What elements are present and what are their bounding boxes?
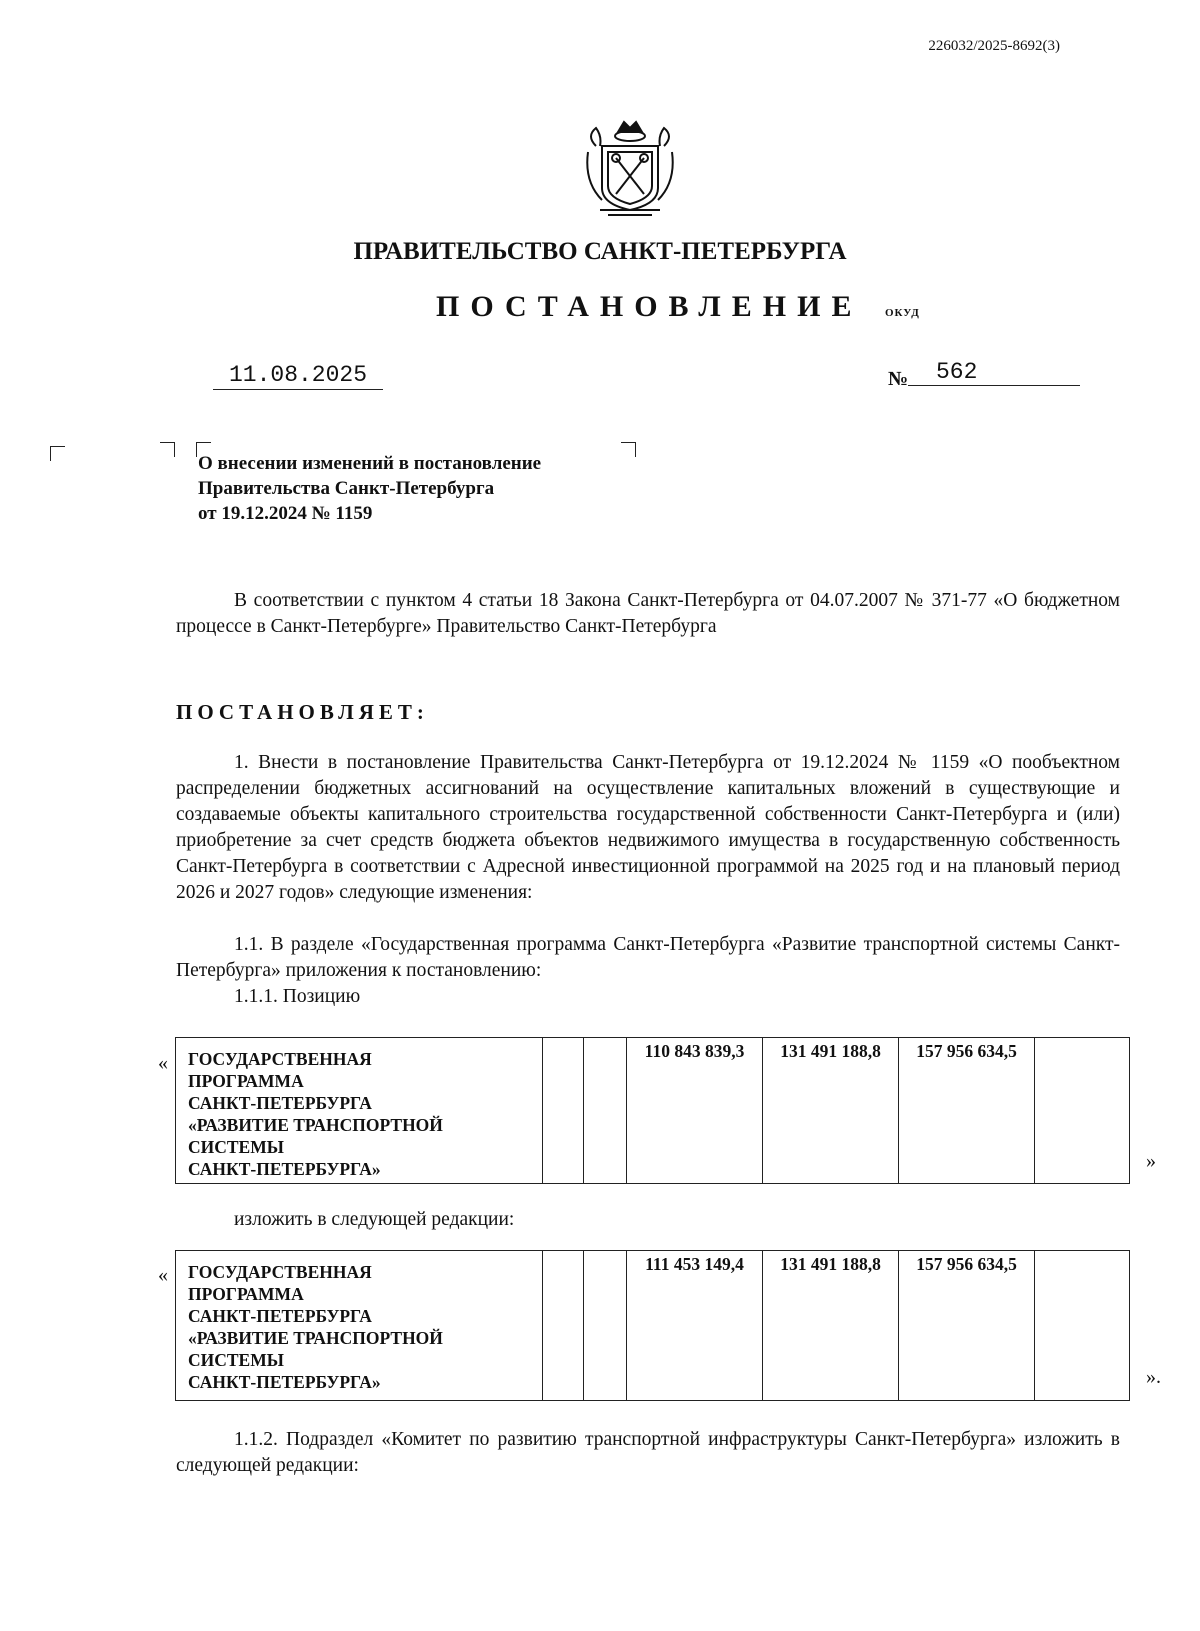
program-name-line: САНКТ-ПЕТЕРБУРГА» — [188, 1159, 381, 1179]
subject-line: О внесении изменений в постановление — [198, 453, 542, 474]
empty-cell — [584, 1251, 627, 1401]
empty-cell — [1035, 1251, 1130, 1401]
program-name-line: ГОСУДАРСТВЕННАЯ — [188, 1262, 372, 1282]
resolves-heading: ПОСТАНОВЛЯЕТ: — [176, 700, 429, 724]
subject-line: от 19.12.2024 № 1159 — [198, 503, 373, 524]
table-old-open-quote: « — [158, 1052, 168, 1074]
number-label: № — [888, 368, 909, 390]
program-name-line: САНКТ-ПЕТЕРБУРГА — [188, 1093, 372, 1113]
amount-2027-cell: 157 956 634,5 — [899, 1251, 1035, 1401]
document-type-heading: ПОСТАНОВЛЕНИЕ — [436, 290, 863, 323]
new-position-table — [175, 1250, 1130, 1401]
empty-cell — [1035, 1038, 1130, 1184]
item-1-1-2-paragraph: 1.1.2. Подраздел «Комитет по развитию транспортной инфраструктуры Санкт-Петербурга» изложить в следующей редакции: — [176, 1429, 1120, 1476]
corner-mark — [621, 442, 636, 457]
old-position-table — [175, 1037, 1130, 1184]
empty-cell — [543, 1038, 584, 1184]
program-name-line: ПРОГРАММА — [188, 1284, 304, 1304]
amount-2025-cell: 110 843 839,3 — [627, 1038, 763, 1184]
program-name-line: САНКТ-ПЕТЕРБУРГА — [188, 1306, 372, 1326]
program-name-cell — [176, 1251, 543, 1401]
document-registration-number: 226032/2025-8692(3) — [928, 38, 1060, 54]
amount-2026-cell: 131 491 188,8 — [763, 1251, 899, 1401]
okud-label: ОКУД — [885, 307, 920, 319]
amount-2026-cell: 131 491 188,8 — [763, 1038, 899, 1184]
corner-mark — [160, 442, 175, 457]
item-1-paragraph: 1. Внести в постановление Правительства Санкт-Петербурга от 19.12.2024 № 1159 «О пообъектном распределении бюджетных ассигнований на осуществление капитальных вложений в существующие и создаваемые объекты капитального строительства государственной собственности Санкт-Петербурга и (или) приобретение за счет средств бюджета объектов недвижимого имущества в государственную собственность Санкт-Петербурга в соответствии с Адресной инвестиционной программой на 2025 год и на плановый период 2026 и 2027 годов» следующие изменения: — [176, 752, 1120, 903]
corner-mark — [50, 446, 65, 461]
document-number: 562 — [908, 359, 1080, 386]
empty-cell — [584, 1038, 627, 1184]
transition-paragraph: изложить в следующей редакции: — [234, 1209, 515, 1230]
table-row — [176, 1251, 1130, 1401]
document-date: 11.08.2025 — [213, 362, 383, 390]
table-new-close-quote: ». — [1146, 1366, 1161, 1388]
program-name-line: СИСТЕМЫ — [188, 1137, 284, 1157]
program-name-line: ПРОГРАММА — [188, 1071, 304, 1091]
program-name-cell — [176, 1038, 543, 1184]
coat-of-arms-emblem — [578, 118, 682, 218]
empty-cell — [543, 1251, 584, 1401]
program-name-line: СИСТЕМЫ — [188, 1350, 284, 1370]
amount-2025-cell: 111 453 149,4 — [627, 1251, 763, 1401]
table-row — [176, 1038, 1130, 1184]
program-name-line: ГОСУДАРСТВЕННАЯ — [188, 1049, 372, 1069]
document-subject — [198, 451, 541, 526]
table-new-open-quote: « — [158, 1264, 168, 1286]
table-old-close-quote: » — [1146, 1150, 1156, 1172]
item-1-1-paragraph: 1.1. В разделе «Государственная программа Санкт-Петербурга «Развитие транспортной системы Санкт-Петербурга» приложения к постановлению: — [176, 934, 1120, 981]
amount-2027-cell: 157 956 634,5 — [899, 1038, 1035, 1184]
program-name-line: САНКТ-ПЕТЕРБУРГА» — [188, 1372, 381, 1392]
authority-heading: ПРАВИТЕЛЬСТВО САНКТ-ПЕТЕРБУРГА — [353, 238, 847, 265]
program-name-line: «РАЗВИТИЕ ТРАНСПОРТНОЙ — [188, 1328, 443, 1348]
subject-line: Правительства Санкт-Петербурга — [198, 478, 495, 499]
item-1-1-1-paragraph: 1.1.1. Позицию — [234, 986, 361, 1007]
preamble-paragraph: В соответствии с пунктом 4 статьи 18 Закона Санкт-Петербурга от 04.07.2007 № 371-77 «О бюджетном процессе в Санкт-Петербурге» Правительство Санкт-Петербурга — [176, 590, 1120, 637]
program-name-line: «РАЗВИТИЕ ТРАНСПОРТНОЙ — [188, 1115, 443, 1135]
